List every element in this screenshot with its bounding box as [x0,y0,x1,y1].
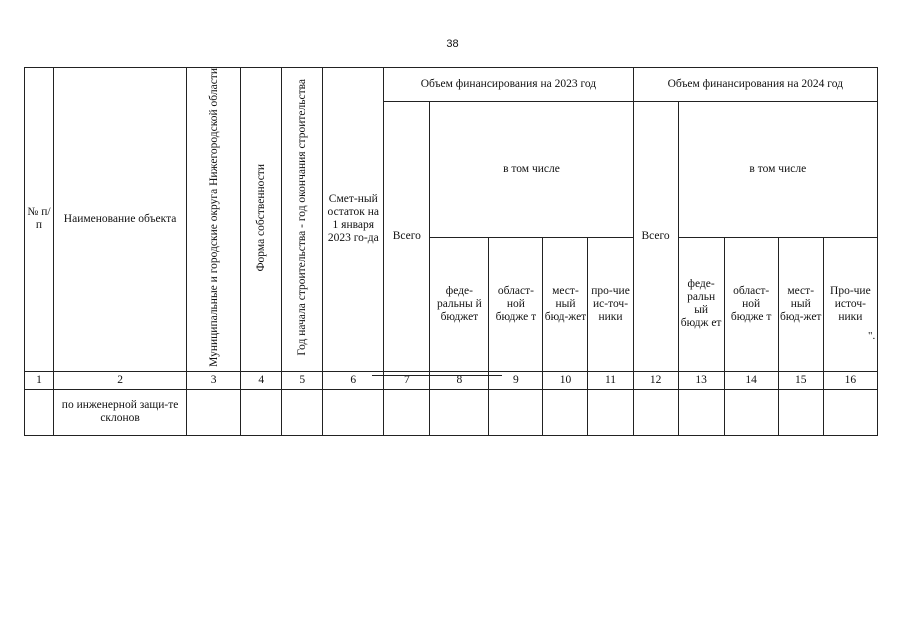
financing-table [24,67,878,436]
header-other-2023: про-чие ис-точ-ники [588,237,633,371]
header-total-2023: Всего [384,102,430,372]
header-local-2023: мест-ный бюд-жет [543,237,588,371]
column-number: 4 [241,371,282,389]
closing-quote: ". [868,330,876,342]
table-cell [543,389,588,435]
table-cell [633,389,678,435]
header-local-2024: мест-ный бюд-жет [778,237,823,371]
column-number: 13 [678,371,724,389]
column-number: 16 [823,371,877,389]
header-regional-2024: област-ной бюдже т [724,237,778,371]
table-cell [724,389,778,435]
header-including-2024: в том числе [678,102,877,238]
header-total-2024: Всего [633,102,678,372]
column-number: 1 [25,371,54,389]
table-row [25,389,878,435]
column-number: 3 [187,371,241,389]
column-number: 12 [633,371,678,389]
header-years [282,68,323,372]
table-cell [823,389,877,435]
column-number: 8 [430,371,489,389]
header-ownership [241,68,282,372]
header-remainder: Смет-ный остаток на 1 января 2023 го-да [323,68,384,372]
column-number: 14 [724,371,778,389]
table-cell [778,389,823,435]
header-regional-2023: област-ной бюдже т [489,237,543,371]
header-municipal-text: Муниципальные и городские округа Нижегородской области [207,68,220,367]
footnote-rule [372,375,502,376]
header-ownership-text: Форма собственности [255,163,268,272]
header-years-text: Год начала строительства - год окончания строительства [296,79,309,356]
table-cell [430,389,489,435]
header-other-2024: Про-чие источ-ники [823,237,877,371]
header-including-2023: в том числе [430,102,633,238]
table-cell [282,389,323,435]
column-number: 11 [588,371,633,389]
table-cell [187,389,241,435]
table-cell [678,389,724,435]
header-federal-2024: феде-ральн ый бюдж ет [678,237,724,371]
table-cell [25,389,54,435]
column-number: 10 [543,371,588,389]
column-number: 7 [384,371,430,389]
header-municipal [187,68,241,372]
table-cell [323,389,384,435]
row-object-name: по инженерной защи-те склонов [54,389,187,435]
header-num: № п/п [25,68,54,372]
column-number: 5 [282,371,323,389]
header-name: Наименование объекта [54,68,187,372]
header-group-2023: Объем финансирования на 2023 год [384,68,633,102]
header-federal-2023: феде-ральны й бюджет [430,237,489,371]
table-cell [384,389,430,435]
column-number: 9 [489,371,543,389]
column-number: 15 [778,371,823,389]
table-cell [588,389,633,435]
page-number: 38 [446,38,459,50]
table-cell [241,389,282,435]
column-number: 2 [54,371,187,389]
column-number: 6 [323,371,384,389]
table-cell [489,389,543,435]
header-group-2024: Объем финансирования на 2024 год [633,68,877,102]
